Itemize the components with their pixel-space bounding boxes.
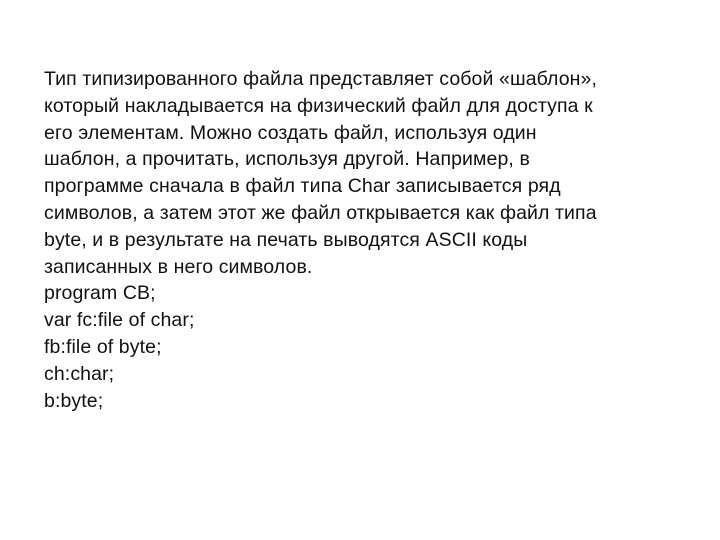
text-block bbox=[44, 66, 684, 414]
code-line: fb:file of byte; bbox=[44, 335, 162, 358]
code-line: var fc:file of char; bbox=[44, 309, 195, 332]
paragraph-line: который накладывается на физический файл для доступа к bbox=[44, 94, 593, 117]
code-line: program CB; bbox=[44, 282, 156, 305]
paragraph-line: его элементам. Можно создать файл, используя один bbox=[44, 121, 537, 144]
paragraph-line: программе сначала в файл типа Char записывается ряд bbox=[44, 175, 561, 198]
code-line: b:byte; bbox=[44, 389, 104, 412]
code-line: ch:char; bbox=[44, 362, 115, 385]
paragraph-line: byte, и в результате на печать выводятся ASCII коды bbox=[44, 228, 528, 251]
paragraph-line: записанных в него символов. bbox=[44, 255, 313, 278]
paragraph-line: символов, а затем этот же файл открывается как файл типа bbox=[44, 201, 597, 224]
paragraph-line: шаблон, а прочитать, используя другой. Например, в bbox=[44, 148, 530, 171]
paragraph-line: Тип типизированного файла представляет собой «шаблон», bbox=[44, 68, 597, 90]
